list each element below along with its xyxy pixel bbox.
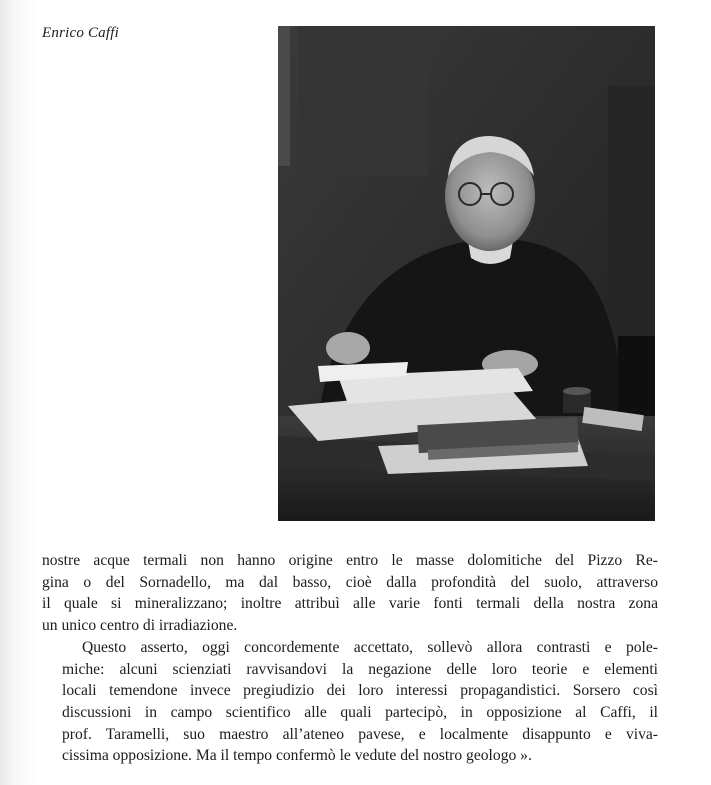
text-line: nostre acque termali non hanno origine entro le masse dolomitiche del Pizzo Re- (42, 552, 658, 569)
text-line: gina o del Sornadello, ma dal basso, cioè dalla profondità del suolo, attraverso (42, 573, 658, 591)
text-line: cissima opposizione. Ma il tempo confermò le vedute del nostro geologo ». (62, 747, 532, 765)
portrait-photo (278, 26, 655, 521)
text-line: miche: alcuni scienziati ravvisandovi la negazione delle loro teorie e elementi (62, 660, 658, 678)
text-line: locali temendone invece pregiudizio dei loro interessi propagandistici. Sorsero così (62, 682, 658, 700)
body-text (42, 550, 658, 767)
text-line: discussioni in campo scientifico alle quali partecipò, in opposizione al Caffi, il (62, 703, 658, 721)
text-line: un unico centro di irradiazione. (42, 617, 238, 635)
paragraph-2 (42, 637, 658, 767)
paragraph-1 (42, 550, 658, 637)
text-line: Questo asserto, oggi concordemente accettato, sollevò allora contrasti e pole- (82, 638, 658, 656)
running-header-author: Enrico Caffi (42, 25, 119, 41)
text-line: prof. Taramelli, suo maestro all’ateneo pavese, e localmente disappunto e viva- (62, 725, 658, 743)
text-line: il quale si mineralizzano; inoltre attribuì alle varie fonti termali della nostra zona (42, 595, 658, 613)
